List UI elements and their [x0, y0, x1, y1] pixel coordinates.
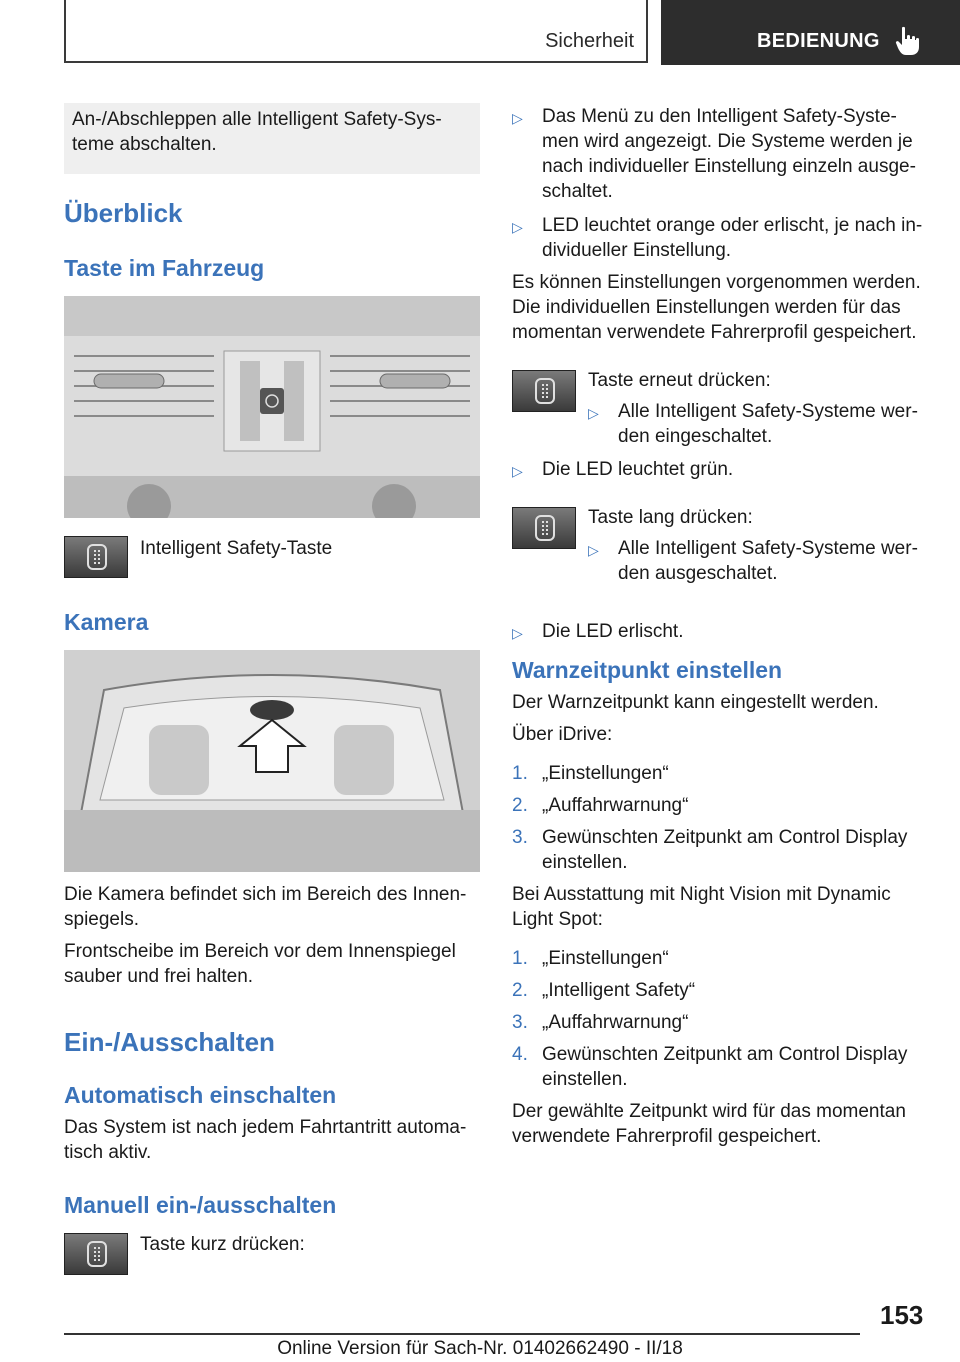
step-number: 3. [512, 1012, 528, 1033]
section-title: Sicherheit [545, 30, 634, 52]
footer-divider [64, 1333, 860, 1335]
safety-button-icon [512, 370, 576, 412]
result-item [588, 536, 928, 586]
step-number: 1. [512, 948, 528, 969]
text-line: Der gewählte Zeitpunkt wird für das momentan [512, 1101, 906, 1122]
camera-windshield-image [64, 650, 480, 872]
step-text: Gewünschten Zeitpunkt am Control Display [542, 1044, 908, 1065]
press-again-caption: Taste erneut drücken: [588, 370, 771, 391]
warning-section [512, 690, 928, 1149]
text-line: LED leuchtet orange oder erlischt, je nach in- [542, 215, 923, 236]
note-line: teme abschalten. [72, 134, 217, 155]
list-item [512, 946, 928, 971]
triangle-bullet-icon: ▷ [512, 463, 523, 479]
camera-text [64, 882, 480, 989]
result-item [588, 399, 928, 449]
text-line: tisch aktiv. [64, 1142, 152, 1163]
text-line: momentan verwendete Fahrerprofil gespeichert. [512, 322, 917, 343]
text-line: Die LED leuchtet grün. [542, 459, 734, 480]
header-chapter-tab [661, 0, 960, 65]
text-line: Über iDrive: [512, 724, 613, 745]
step-number: 1. [512, 763, 528, 784]
step-number: 3. [512, 827, 528, 848]
press-again-block [588, 368, 928, 449]
step-text: „Auffahrwarnung“ [542, 795, 689, 816]
steps-list [512, 946, 928, 1092]
step-number: 2. [512, 795, 528, 816]
heading-camera: Kamera [64, 609, 149, 635]
text-line: dividueller Einstellung. [542, 240, 732, 261]
step-text: „Einstellungen“ [542, 763, 669, 784]
triangle-bullet-icon: ▷ [512, 110, 523, 126]
settings-paragraph [512, 270, 928, 345]
text-line: Die Kamera befindet sich im Bereich des Innen- [64, 884, 467, 905]
note-box [64, 103, 480, 174]
text-line: verwendete Fahrerprofil gespeichert. [512, 1126, 822, 1147]
text-line: den eingeschaltet. [618, 426, 773, 447]
step-text: einstellen. [542, 1069, 628, 1090]
note-line: An-/Abschleppen alle Intelligent Safety-Sys- [72, 109, 442, 130]
text-line: Light Spot: [512, 909, 603, 930]
triangle-bullet-icon: ▷ [512, 219, 523, 235]
text-line: nach individueller Einstellung einzeln ausge- [542, 156, 916, 177]
text-line: Das Menü zu den Intelligent Safety-Syste- [542, 106, 897, 127]
list-item [512, 761, 928, 786]
triangle-bullet-icon: ▷ [512, 625, 523, 641]
footer-version-text: Online Version für Sach-Nr. 01402662490 - II/18 [277, 1338, 683, 1359]
heading-on-off: Ein-/Ausschalten [64, 1027, 275, 1057]
text-line: schaltet. [542, 181, 613, 202]
step-number: 4. [512, 1044, 528, 1065]
text-line: sauber und frei halten. [64, 966, 254, 987]
result-item [512, 619, 928, 644]
step-text: einstellen. [542, 852, 628, 873]
text-line: Frontscheibe im Bereich vor dem Innenspiegel [64, 941, 456, 962]
heading-manual: Manuell ein-/ausschalten [64, 1192, 337, 1218]
press-long-block [588, 505, 928, 586]
triangle-bullet-icon: ▷ [588, 542, 599, 558]
text-line: Das System ist nach jedem Fahrtantritt automa- [64, 1117, 467, 1138]
step-text: „Auffahrwarnung“ [542, 1012, 689, 1033]
text-line: spiegels. [64, 909, 139, 930]
left-column [64, 103, 480, 174]
heading-button-in-vehicle: Taste im Fahrzeug [64, 255, 265, 281]
step-text: Gewünschten Zeitpunkt am Control Display [542, 827, 908, 848]
steps-list [512, 761, 928, 875]
final-paragraph [512, 1099, 928, 1149]
text-line: men wird angezeigt. Die Systeme werden je [542, 131, 913, 152]
right-column-top [512, 104, 928, 345]
list-item [512, 1010, 928, 1035]
night-vision-paragraph [512, 882, 928, 932]
step-text: „Intelligent Safety“ [542, 980, 696, 1001]
text-line: Alle Intelligent Safety-Systeme wer- [618, 538, 918, 559]
list-item [512, 825, 928, 875]
text-line: Bei Ausstattung mit Night Vision mit Dynamic [512, 884, 891, 905]
text-line: Der Warnzeitpunkt kann eingestellt werden. [512, 692, 879, 713]
safety-button-icon [64, 1233, 128, 1275]
list-item [512, 978, 928, 1003]
list-item [512, 793, 928, 818]
safety-button-icon [512, 507, 576, 549]
text-line: Alle Intelligent Safety-Systeme wer- [618, 401, 918, 422]
manual-caption: Taste kurz drücken: [140, 1234, 305, 1255]
text-line: den ausgeschaltet. [618, 563, 778, 584]
button-caption: Intelligent Safety-Taste [140, 538, 333, 559]
step-number: 2. [512, 980, 528, 1001]
chapter-title: BEDIENUNG [757, 30, 880, 52]
text-line: Die individuellen Einstellungen werden für das [512, 297, 901, 318]
heading-overview: Überblick [64, 198, 183, 228]
header-section-tab [64, 0, 648, 63]
text-line: Die LED erlischt. [542, 621, 684, 642]
result-item [512, 457, 928, 482]
heading-warning-time: Warnzeitpunkt einstellen [512, 657, 783, 683]
auto-text [64, 1115, 480, 1165]
safety-button-icon [64, 536, 128, 578]
heading-automatic: Automatisch einschalten [64, 1082, 337, 1108]
triangle-bullet-icon: ▷ [588, 405, 599, 421]
dashboard-button-image [64, 296, 480, 518]
press-long-caption: Taste lang drücken: [588, 507, 753, 528]
text-line: Es können Einstellungen vorgenommen werden. [512, 272, 921, 293]
pointing-hand-icon [895, 26, 921, 56]
result-item [512, 213, 928, 263]
step-text: „Einstellungen“ [542, 948, 669, 969]
page-number: 153 [880, 1300, 924, 1330]
result-item [512, 104, 928, 204]
list-item [512, 1042, 928, 1092]
